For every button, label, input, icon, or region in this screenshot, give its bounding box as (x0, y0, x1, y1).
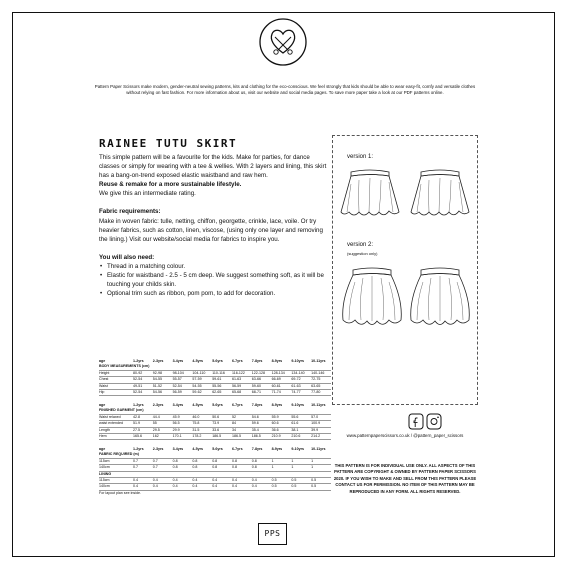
size-header-cell: 4-5yrs (192, 403, 203, 407)
size-header-cell: 7-8yrs (251, 447, 263, 451)
table-cell: 56-59 (173, 390, 193, 396)
table-cell: 57-59 (192, 377, 212, 383)
skirt-v2-back (407, 264, 473, 336)
size-header-cell: 10-11yrs (311, 403, 326, 407)
table-cell: 59-60 (252, 383, 272, 389)
table-cell: Chest (99, 377, 133, 383)
table-cell: 115cm (99, 458, 133, 464)
table-row (99, 427, 331, 433)
instagram-icon (427, 414, 441, 429)
table-cell: 74-77 (291, 390, 311, 396)
body-measurements-table (99, 359, 331, 396)
description-block (99, 153, 331, 298)
description-text: This simple pattern will be a favourite for the kids. Make for parties, for dance classes or simply for wearing with a tee & wellies. With 2 layers and lining, this skirt has a bang-on-trend exposed elastic waistband and raw hem. (99, 154, 327, 180)
table-cell: 54-55 (192, 383, 212, 389)
table-cell: 52 (232, 414, 252, 420)
table-cell: 61-63 (232, 377, 252, 383)
table-cell: 59-62 (192, 390, 212, 396)
table-cell: 0.5 (272, 484, 292, 490)
table-cell: 60.6 (272, 421, 292, 427)
table-cell: Waist (99, 383, 133, 389)
table-cell: 0.8 (212, 458, 232, 464)
table-cell: 0.4 (133, 478, 153, 484)
needs-item: • Thread in a matching colour. (99, 262, 331, 271)
table-cell: 38.1 (291, 427, 311, 433)
table-cell: 110-116 (212, 370, 232, 376)
size-header-cell: 8-9yrs (271, 403, 283, 407)
table-cell: 46.0 (192, 414, 212, 420)
table-cell: 0.4 (252, 484, 272, 490)
table-cell: 55 (153, 421, 173, 427)
table-cell: 1 (311, 465, 331, 471)
table-cell: 0.4 (232, 478, 252, 484)
table-cell: 0.4 (192, 478, 212, 484)
version-2-note: (suggestion only) (347, 251, 378, 256)
table-cell: 60-61 (272, 383, 292, 389)
table-cell: 42.8 (133, 414, 153, 420)
table-cell: 31.5 (192, 427, 212, 433)
size-header-cell: 1-2yrs (133, 447, 144, 451)
table-cell: 45.9 (173, 414, 193, 420)
table-title: FABRIC REQUIRED (m) (99, 452, 331, 458)
copyright-notice: THIS PATTERN IS FOR INDIVIDUAL USE ONLY. ALL ASPECTS OF THIS PATTERN ARE COPYRIGHT & OWNED BY PATTERN PAPER SCISSORS 2020. IF YOU WISH TO MAKE AND SELL FROM THIS PATTERN PLEASE CONTACT US FOR PERMISSION. NO ITEM OF THIS PATTERN MAY BE REPRODUCED IN ANY FORM. ALL RIGHTS RESERVED. (333, 463, 477, 494)
table-cell: Hem (99, 434, 133, 440)
table-cell: 73.9 (212, 421, 232, 427)
needs-item: • Optional trim such as ribbon, pom pom, to add for decoration. (99, 289, 331, 298)
table-title: BODY MEASUREMENTS (cm) (99, 364, 331, 370)
table-cell: 0.8 (252, 465, 272, 471)
contact-handle[interactable]: www.patternpaperscissors.co.uk / @pattern_paper_scissors (346, 433, 464, 438)
skirt-v1-front (339, 166, 401, 228)
table-cell: LINING (99, 471, 133, 477)
needs-heading: You will also need: (99, 253, 155, 261)
size-header-cell: 4-5yrs (192, 447, 203, 451)
table-cell: 0.4 (212, 484, 232, 490)
table-cell: 0.8 (173, 465, 193, 471)
table-cell: 1 (291, 465, 311, 471)
size-header-cell: 10-11yrs (311, 447, 326, 451)
table-cell: 1 (272, 458, 292, 464)
table-cell: 27.5 (133, 427, 153, 433)
table-row (99, 377, 331, 383)
table-cell: Height (99, 370, 133, 376)
size-header-cell: 10-11yrs (311, 359, 326, 363)
table-cell: 115cm (99, 478, 133, 484)
size-header-cell: age (99, 359, 106, 363)
size-header-cell: 9-10yrs (291, 447, 304, 451)
size-header-cell: 5-6yrs (212, 359, 223, 363)
size-header-cell: 7-8yrs (251, 359, 263, 363)
table-cell: 51.9 (133, 421, 153, 427)
reuse-text: Reuse & remake for a more sustainable lifestyle. (99, 181, 242, 189)
table-cell: 71-74 (272, 390, 292, 396)
table-cell: 35.4 (252, 427, 272, 433)
table-cell: 34 (232, 427, 252, 433)
table-cell: 49-51 (133, 383, 153, 389)
size-header-cell: 1-2yrs (133, 359, 144, 363)
table-title: FINISHED GARMENT (cm) (99, 408, 331, 414)
table-cell: 0.7 (133, 458, 153, 464)
social-icons (408, 413, 442, 431)
size-header-cell: age (99, 403, 106, 407)
table-cell: Length (99, 427, 133, 433)
size-header-cell: 2-3yrs (152, 403, 164, 407)
table-cell: 84 (232, 421, 252, 427)
table-cell: 140-146 (311, 370, 331, 376)
table-cell: 0.8 (173, 458, 193, 464)
table-cell: 178.2 (192, 434, 212, 440)
table-cell: 56-59 (232, 383, 252, 389)
version-2-label: version 2: (347, 242, 374, 248)
table-cell: Waist relaxed (99, 414, 133, 420)
table-cell: 54-56 (153, 390, 173, 396)
table-cell: 128-134 (272, 370, 292, 376)
intro-text: Pattern Paper Scissors make modern, gender-neutral sewing patterns, kits and clothing for the eco-conscious. We feel strongly that kids should be able to wear easy-fit, comfy and versatile clothes without relying on fast fashion. For more information about us, visit our website and social media pages. To save more paper take a look at our PDF patterns online. (94, 84, 476, 95)
table-cell: 0.8 (192, 458, 212, 464)
size-header-cell: 2-3yrs (152, 359, 164, 363)
table-cell: 170.1 (173, 434, 193, 440)
size-header-cell: 3-4yrs (172, 403, 184, 407)
table-cell: 0.5 (272, 478, 292, 484)
table-cell: 0.4 (153, 484, 173, 490)
table-cell: 0.8 (192, 465, 212, 471)
table-cell: 0.4 (133, 484, 153, 490)
table-cell: 162 (153, 434, 173, 440)
skirt-v1-back (409, 166, 471, 228)
table-cell: 55-57 (173, 377, 193, 383)
size-header-cell: 9-10yrs (291, 359, 304, 363)
needs-list (99, 262, 331, 298)
table-cell: 0.4 (212, 478, 232, 484)
rating-text: We give this an intermediate rating. (99, 190, 196, 198)
table-footnote-row (99, 490, 331, 496)
table-cell: 214.2 (311, 434, 331, 440)
version-1-label: version 1: (347, 154, 374, 160)
size-header-cell: 6-7yrs (231, 403, 243, 407)
table-cell: 186.5 (212, 434, 232, 440)
table-cell: 210.9 (272, 434, 292, 440)
table-cell: 72-75 (311, 377, 331, 383)
table-cell: 0.8 (232, 465, 252, 471)
table-cell: 0.7 (153, 465, 173, 471)
table-cell: 100.9 (311, 421, 331, 427)
table-cell: 51-52 (153, 383, 173, 389)
table-cell: 54-55 (153, 377, 173, 383)
size-header-cell: 4-5yrs (192, 359, 203, 363)
table-cell: 1 (272, 465, 292, 471)
size-header-cell: 9-10yrs (291, 403, 304, 407)
table-cell: 140cm (99, 465, 133, 471)
table-row (99, 478, 331, 484)
table-cell: 52-54 (133, 390, 153, 396)
table-cell: 68-71 (252, 390, 272, 396)
size-header-cell: 3-4yrs (172, 359, 184, 363)
table-cell: 0.5 (311, 484, 331, 490)
size-header-cell: 8-9yrs (271, 359, 283, 363)
table-cell: 50.6 (212, 414, 232, 420)
size-header-cell: 1-2yrs (133, 403, 144, 407)
skirt-v2-front (339, 264, 405, 336)
table-cell: 55-56 (212, 383, 232, 389)
table-cell: 0.5 (311, 478, 331, 484)
table-row (99, 383, 331, 389)
size-header-cell: 7-8yrs (251, 403, 263, 407)
table-cell: 29.9 (173, 427, 193, 433)
table-cell: 52-54 (173, 383, 193, 389)
table-cell: 98-104 (173, 370, 193, 376)
table-cell: 61.6 (291, 421, 311, 427)
size-header-cell: 8-9yrs (271, 447, 283, 451)
needs-item: • Elastic for waistband - 2.5 - 5 cm deep. We suggest something soft, as it will be touching your childs skin. (99, 271, 331, 289)
table-cell: 210.6 (291, 434, 311, 440)
facebook-icon (409, 414, 423, 429)
table-cell: 69-72 (291, 377, 311, 383)
table-cell: 44.4 (153, 414, 173, 420)
table-cell: 29.5 (153, 427, 173, 433)
table-cell: 186.5 (232, 434, 252, 440)
size-header-cell: 6-7yrs (231, 359, 243, 363)
table-cell: 56.5 (173, 421, 193, 427)
table-cell: 116-122 (232, 370, 252, 376)
pattern-title: RAINEE TUTU SKIRT (99, 137, 238, 150)
table-cell: 63-66 (252, 377, 272, 383)
table-cell: 104-110 (192, 370, 212, 376)
size-header-cell: age (99, 447, 106, 451)
pps-mark: PPS (258, 523, 287, 545)
table-cell: 122-128 (252, 370, 272, 376)
table-cell: 55.6 (291, 414, 311, 420)
table-cell: 57.0 (311, 414, 331, 420)
table-cell: 165.6 (133, 434, 153, 440)
table-cell: 75.8 (192, 421, 212, 427)
size-header-cell: 6-7yrs (231, 447, 243, 451)
table-cell: 134-140 (291, 370, 311, 376)
table-cell: 33.6 (212, 427, 232, 433)
table-cell: 0.4 (252, 478, 272, 484)
table-cell: 92-98 (153, 370, 173, 376)
table-row (99, 390, 331, 396)
fabric-heading: Fabric requirements: (99, 208, 161, 216)
table-cell: 63-65 (311, 383, 331, 389)
table-row (99, 370, 331, 376)
table-cell: 0.5 (291, 484, 311, 490)
table-cell: 0.8 (212, 465, 232, 471)
table-cell: 59-61 (212, 377, 232, 383)
finished-garment-table (99, 403, 331, 440)
table-cell: 0.7 (153, 458, 173, 464)
table-cell: 55.9 (272, 414, 292, 420)
table-cell: 1 (291, 458, 311, 464)
table-cell: 62-65 (212, 390, 232, 396)
fabric-text: Make in woven fabric: tulle, netting, chiffon, georgette, crinkle, lace, voile. Or try heavier fabrics, such as cotton, linen, viscose, (using only one layer and removing the lining.) Visit our website/social media for fabrics to inspire you. (99, 217, 323, 243)
table-cell: 0.4 (192, 484, 212, 490)
versions-panel (332, 135, 478, 405)
table-cell: Hip (99, 390, 133, 396)
table-cell: 61-63 (291, 383, 311, 389)
size-header-cell: 3-4yrs (172, 447, 184, 451)
size-header-cell: 2-3yrs (152, 447, 164, 451)
table-cell: waist extended (99, 421, 133, 427)
table-cell: 77-80 (311, 390, 331, 396)
table-cell: 186.5 (252, 434, 272, 440)
size-header-cell: 5-6yrs (212, 447, 223, 451)
table-row (99, 484, 331, 490)
table-cell: 0.7 (133, 465, 153, 471)
table-cell: 36.6 (272, 427, 292, 433)
table-row (99, 421, 331, 427)
table-row (99, 414, 331, 420)
table-footnote: For layout plan see inside. (99, 490, 141, 495)
table-cell: 0.4 (173, 478, 193, 484)
fabric-required-table (99, 447, 331, 496)
table-cell: 0.5 (291, 478, 311, 484)
table-cell: 1 (311, 458, 331, 464)
table-cell: 0.4 (153, 478, 173, 484)
table-cell: 80-92 (133, 370, 153, 376)
table-cell: 65-68 (232, 390, 252, 396)
table-cell: 39.9 (311, 427, 331, 433)
table-cell: 54.6 (252, 414, 272, 420)
table-cell: 59.6 (252, 421, 272, 427)
table-cell: 52-54 (133, 377, 153, 383)
size-header-cell: 5-6yrs (212, 403, 223, 407)
table-cell: 0.4 (232, 484, 252, 490)
table-row (99, 434, 331, 440)
table-cell: 0.8 (252, 458, 272, 464)
table-cell: 0.8 (232, 458, 252, 464)
table-cell: 140cm (99, 484, 133, 490)
table-cell: 66-69 (272, 377, 292, 383)
table-cell: 0.4 (173, 484, 193, 490)
heart-scissors-icon (258, 17, 308, 67)
